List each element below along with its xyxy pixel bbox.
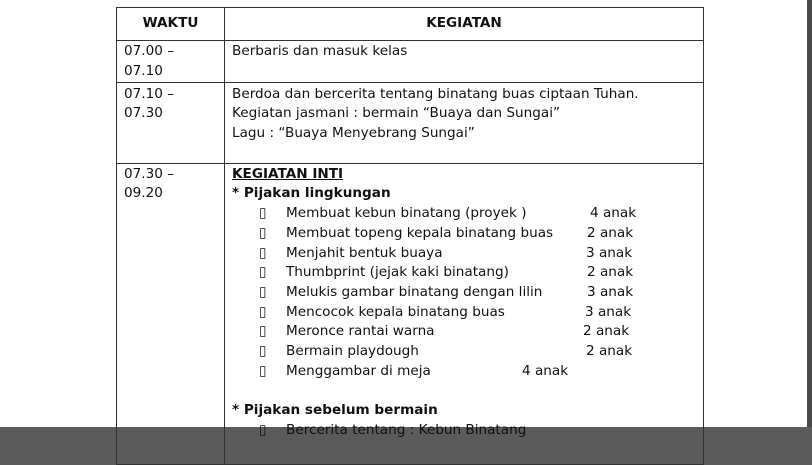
activity-name: Membuat kebun binatang (proyek ) bbox=[286, 205, 527, 222]
bullet-box-icon: ▯ bbox=[259, 283, 267, 300]
activity-line: Lagu : “Buaya Menyebrang Sungai” bbox=[232, 125, 475, 142]
list-item bbox=[232, 421, 696, 441]
activity-line: Berdoa dan bercerita tentang binatang buas ciptaan Tuhan. bbox=[232, 85, 639, 102]
activity-count: 2 anak bbox=[587, 224, 634, 241]
list-item bbox=[232, 263, 696, 283]
activity-count: 4 anak bbox=[522, 362, 569, 379]
time-cell bbox=[117, 163, 225, 464]
activity-name: Menjahit bentuk buaya bbox=[286, 244, 443, 261]
bullet-box-icon: ▯ bbox=[259, 205, 267, 222]
activity-name: Bermain playdough bbox=[286, 343, 419, 359]
bullet-box-icon: ▯ bbox=[259, 303, 267, 320]
bullet-box-icon: ▯ bbox=[259, 323, 267, 340]
activity-name: Membuat topeng kepala binatang buas bbox=[286, 224, 554, 241]
list-item bbox=[232, 224, 696, 244]
bullet-box-icon: ▯ bbox=[259, 362, 267, 379]
activity-cell bbox=[225, 41, 704, 83]
list-item bbox=[232, 303, 696, 323]
time-text: 07.00 – 07.10 bbox=[124, 43, 175, 79]
list-item bbox=[232, 362, 696, 382]
section-title: KEGIATAN INTI bbox=[232, 165, 344, 182]
bullet-box-icon: ▯ bbox=[259, 264, 267, 281]
activity-count: 2 anak bbox=[586, 343, 633, 359]
activity-count: 2 anak bbox=[587, 264, 634, 281]
header-row bbox=[117, 8, 704, 41]
table-row bbox=[117, 41, 704, 83]
activity-name: Thumbprint (jejak kaki binatang) bbox=[286, 264, 509, 281]
activity-count: 3 anak bbox=[587, 283, 634, 300]
time-cell bbox=[117, 82, 225, 163]
activity-name: Menggambar di meja bbox=[286, 362, 431, 379]
activity-count: 3 anak bbox=[585, 303, 632, 320]
header-waktu: WAKTU bbox=[117, 8, 225, 41]
bullet-box-icon: ▯ bbox=[259, 244, 267, 261]
activity-name: Melukis gambar binatang dengan lilin bbox=[286, 283, 543, 300]
activity-count: 3 anak bbox=[586, 244, 633, 261]
time-text: 07.10 – 07.30 bbox=[124, 85, 175, 122]
spacer bbox=[232, 381, 696, 401]
subheading-pijakan-lingkungan: * Pijakan lingkungan bbox=[232, 185, 391, 202]
list-item bbox=[232, 322, 696, 342]
activity-cell bbox=[225, 82, 704, 163]
activity-count: 2 anak bbox=[583, 323, 630, 340]
activity-name: Bercerita tentang : Kebun Binatang bbox=[286, 421, 527, 438]
schedule-table bbox=[116, 7, 704, 465]
viewer-edge bbox=[807, 0, 812, 427]
activity-name: Meronce rantai warna bbox=[286, 323, 435, 340]
subheading-pijakan-sebelum-bermain: * Pijakan sebelum bermain bbox=[232, 402, 438, 419]
bullet-box-icon: ▯ bbox=[259, 343, 267, 359]
activity-cell bbox=[225, 163, 704, 464]
header-kegiatan: KEGIATAN bbox=[225, 8, 704, 41]
list-item bbox=[232, 244, 696, 264]
activity-name: Mencocok kepala binatang buas bbox=[286, 303, 505, 320]
activity-line: Berbaris dan masuk kelas bbox=[232, 43, 408, 59]
bullet-box-icon: ▯ bbox=[259, 224, 267, 241]
time-text: 07.30 – 09.20 bbox=[124, 165, 175, 202]
list-item bbox=[232, 204, 696, 224]
table-row bbox=[117, 82, 704, 163]
list-item bbox=[232, 342, 696, 362]
list-item bbox=[232, 283, 696, 303]
table-row bbox=[117, 163, 704, 464]
activity-count: 4 anak bbox=[590, 205, 637, 222]
activity-line: Kegiatan jasmani : bermain “Buaya dan Sungai” bbox=[232, 105, 561, 122]
bullet-box-icon: ▯ bbox=[259, 421, 267, 438]
time-cell bbox=[117, 41, 225, 83]
